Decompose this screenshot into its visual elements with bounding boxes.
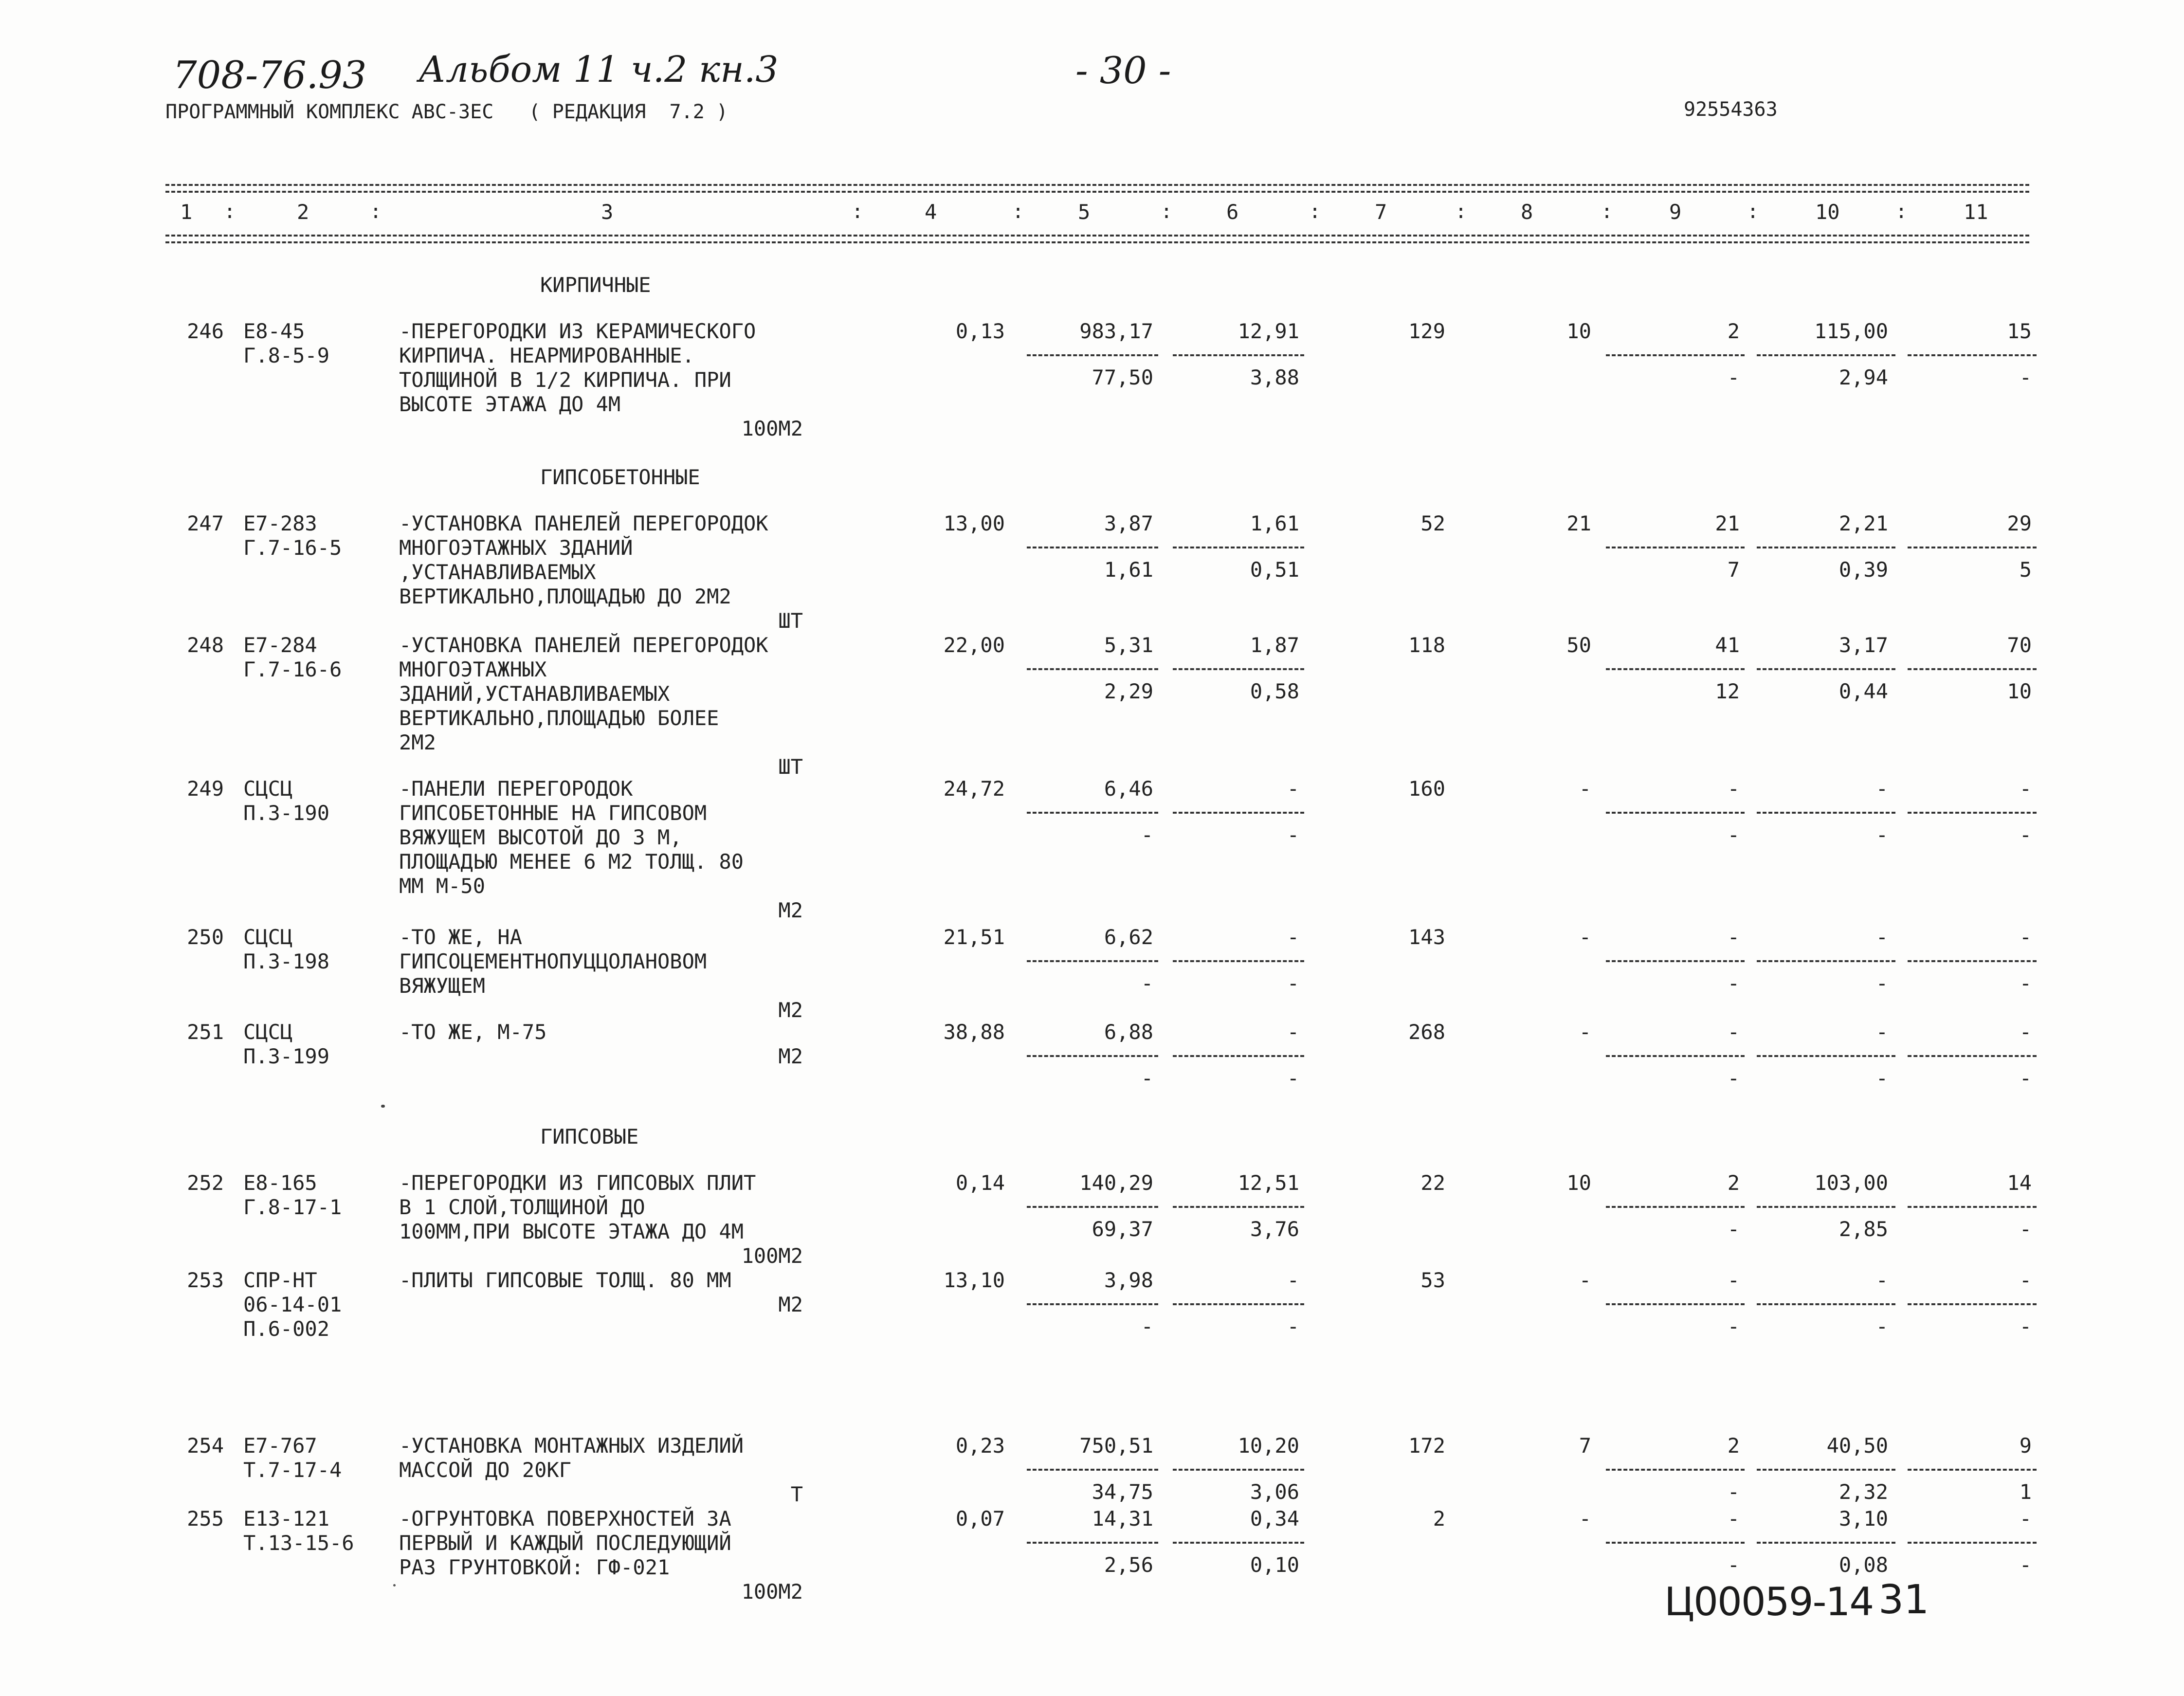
unit-cost-wages: - [1141, 823, 1153, 847]
unit-of-measure: М2 [778, 998, 803, 1022]
machine-wages: - [1287, 823, 1299, 847]
column-number-11: 11 [1964, 200, 1988, 224]
column-11-sub: - [2019, 1553, 2032, 1577]
fraction-rule [1173, 812, 1304, 814]
column-10-value: - [1875, 777, 1888, 801]
fraction-rule [1757, 668, 1895, 670]
column-9-value: 2 [1727, 319, 1740, 343]
column-9-value: 41 [1715, 633, 1740, 657]
work-description-line: 100ММ,ПРИ ВЫСОТЕ ЭТАЖА ДО 4М [399, 1220, 744, 1243]
unit-cost-wages: - [1141, 1066, 1153, 1090]
labor-cost: - [1579, 925, 1591, 949]
column-separator: : [852, 201, 864, 223]
fraction-rule [1173, 1206, 1304, 1208]
header-rule-bottom-2 [165, 241, 2029, 243]
machine-cost: 0,34 [1250, 1507, 1299, 1531]
column-separator: : [1309, 201, 1321, 223]
column-9-value: 2 [1727, 1171, 1740, 1195]
column-11-value: 15 [2007, 319, 2032, 343]
fraction-rule [1908, 1469, 2037, 1471]
unit-of-measure: ШТ [778, 609, 803, 633]
column-number-1: 1 [180, 200, 193, 224]
norm-reference: Г.7-16-5 [243, 536, 342, 560]
column-9-sub: - [1727, 1217, 1740, 1241]
column-10-sub: 0,08 [1838, 1553, 1888, 1577]
unit-of-measure: М2 [778, 1293, 803, 1316]
norm-code: Е8-45 [243, 319, 305, 343]
norm-reference: Т.13-15-6 [243, 1531, 354, 1555]
album-title: Альбом 11 ч.2 кн.3 [419, 49, 779, 91]
column-9-value: - [1727, 1268, 1740, 1292]
fraction-rule [1908, 668, 2037, 670]
norm-code: СЦСЦ [243, 925, 293, 949]
fraction-rule [1027, 960, 1158, 962]
norm-code: СПР-НТ [243, 1268, 317, 1292]
work-description-line: -ОГРУНТОВКА ПОВЕРХНОСТЕЙ ЗА [399, 1507, 731, 1531]
section-title: КИРПИЧНЫЕ [540, 273, 651, 297]
column-10-sub: - [1875, 1314, 1888, 1338]
fraction-rule [1027, 812, 1158, 814]
work-description-line: В 1 СЛОЙ,ТОЛЩИНОЙ ДО [399, 1195, 645, 1219]
fraction-rule [1757, 547, 1895, 548]
work-description-line: -ТО ЖЕ, М-75 [399, 1020, 547, 1044]
quantity-value: 38,88 [943, 1020, 1005, 1044]
column-11-sub: - [2019, 823, 2032, 847]
unit-cost-total: 750,51 [1079, 1434, 1153, 1458]
machine-wages: 3,88 [1250, 365, 1299, 389]
machine-wages: - [1287, 1066, 1299, 1090]
fraction-rule [1606, 1206, 1745, 1208]
unit-cost-total: 5,31 [1104, 633, 1153, 657]
fraction-rule [1757, 960, 1895, 962]
quantity-value: 22,00 [943, 633, 1005, 657]
fraction-rule [1606, 812, 1745, 814]
work-description-line: -ПЕРЕГОРОДКИ ИЗ КЕРАМИЧЕСКОГО [399, 319, 756, 343]
work-description-line: МАССОЙ ДО 20КГ [399, 1458, 572, 1482]
unit-cost-total: 3,98 [1104, 1268, 1153, 1292]
column-10-sub: 2,32 [1838, 1480, 1888, 1504]
column-separator: : [370, 201, 382, 223]
fraction-rule [1173, 354, 1304, 356]
column-10-value: - [1875, 1268, 1888, 1292]
fraction-rule [1606, 1303, 1745, 1305]
norm-reference: П.3-190 [243, 801, 330, 825]
row-number: 255 [187, 1507, 224, 1531]
work-description-line: -ПЛИТЫ ГИПСОВЫЕ ТОЛЩ. 80 ММ [399, 1268, 731, 1292]
footer-stamp: Ц00059-14 [1664, 1579, 1874, 1624]
column-10-sub: - [1875, 1066, 1888, 1090]
norm-code: Е8-165 [243, 1171, 317, 1195]
column-separator: : [1012, 201, 1024, 223]
document-number: 92554363 [1684, 98, 1778, 121]
machine-wages: 0,51 [1250, 558, 1299, 582]
row-number: 247 [187, 511, 224, 535]
row-number: 253 [187, 1268, 224, 1292]
labor-cost: 7 [1579, 1434, 1591, 1458]
labor-cost: - [1579, 1268, 1591, 1292]
machine-wages: 3,76 [1250, 1217, 1299, 1241]
work-description-line: ВЯЖУЩЕМ [399, 974, 486, 998]
unit-cost-wages: 2,29 [1104, 679, 1153, 703]
fraction-rule [1027, 1469, 1158, 1471]
column-9-sub: - [1727, 365, 1740, 389]
column-number-3: 3 [601, 200, 614, 224]
column-10-sub: 0,39 [1838, 558, 1888, 582]
labor-cost: 21 [1566, 511, 1591, 535]
column-11-value: 29 [2007, 511, 2032, 535]
labor-cost: - [1579, 1020, 1591, 1044]
machine-cost: 12,91 [1238, 319, 1299, 343]
fraction-rule [1027, 668, 1158, 670]
work-description-line: 2М2 [399, 730, 436, 754]
column-9-sub: - [1727, 1480, 1740, 1504]
column-10-value: 40,50 [1826, 1434, 1888, 1458]
machine-cost: - [1287, 1268, 1299, 1292]
unit-of-measure: М2 [778, 898, 803, 922]
work-description-line: -УСТАНОВКА ПАНЕЛЕЙ ПЕРЕГОРОДОК [399, 633, 768, 657]
work-description-line: МНОГОЭТАЖНЫХ [399, 657, 547, 681]
machine-cost: 10,20 [1238, 1434, 1299, 1458]
work-description-line: ГИПСОБЕТОННЫЕ НА ГИПСОВОМ [399, 801, 707, 825]
fraction-rule [1757, 1055, 1895, 1057]
work-description-line: ВЕРТИКАЛЬНО,ПЛОЩАДЬЮ БОЛЕЕ [399, 706, 719, 730]
column-separator: : [1455, 201, 1467, 223]
unit-cost-wages: 77,50 [1092, 365, 1153, 389]
column-9-sub: 12 [1715, 679, 1740, 703]
fraction-rule [1606, 960, 1745, 962]
column-number-8: 8 [1521, 200, 1533, 224]
unit-cost-wages: 34,75 [1092, 1480, 1153, 1504]
column-9-sub: - [1727, 971, 1740, 995]
quantity-value: 13,00 [943, 511, 1005, 535]
column-10-value: 115,00 [1814, 319, 1888, 343]
work-description-line: ВЯЖУЩЕМ ВЫСОТОЙ ДО 3 М, [399, 825, 682, 849]
machine-cost: 12,51 [1238, 1171, 1299, 1195]
column-9-value: - [1727, 1507, 1740, 1531]
column-11-value: - [2019, 925, 2032, 949]
column-number-7: 7 [1375, 200, 1387, 224]
row-number: 248 [187, 633, 224, 657]
unit-of-measure: Т [790, 1482, 803, 1506]
column-11-value: 14 [2007, 1171, 2032, 1195]
unit-cost-wages: 1,61 [1104, 558, 1153, 582]
quantity-value: 21,51 [943, 925, 1005, 949]
scan-speck [381, 1105, 385, 1108]
quantity-value: 0,07 [955, 1507, 1005, 1531]
work-description-line: -УСТАНОВКА ПАНЕЛЕЙ ПЕРЕГОРОДОК [399, 511, 768, 535]
total-cost: 118 [1408, 633, 1445, 657]
column-10-sub: - [1875, 823, 1888, 847]
column-9-sub: 7 [1727, 558, 1740, 582]
norm-code: Е13-121 [243, 1507, 330, 1531]
fraction-rule [1027, 1303, 1158, 1305]
row-number: 251 [187, 1020, 224, 1044]
unit-of-measure: ШТ [778, 755, 803, 779]
column-9-value: - [1727, 777, 1740, 801]
column-11-sub: - [2019, 365, 2032, 389]
work-description-line: ВЕРТИКАЛЬНО,ПЛОЩАДЬЮ ДО 2М2 [399, 584, 731, 608]
program-line: ПРОГРАММНЫЙ КОМПЛЕКС АВС-ЗЕС ( РЕДАКЦИЯ 7.2 ) [165, 101, 728, 123]
norm-reference: Г.7-16-6 [243, 657, 342, 681]
page-marker: - 30 - [1075, 49, 1171, 92]
work-description-line: ПЛОЩАДЬЮ МЕНЕЕ 6 М2 ТОЛЩ. 80 [399, 850, 744, 874]
column-11-sub: - [2019, 1217, 2032, 1241]
column-number-4: 4 [925, 200, 937, 224]
column-number-2: 2 [297, 200, 309, 224]
work-description-line: ЗДАНИЙ,УСТАНАВЛИВАЕМЫХ [399, 682, 670, 706]
fraction-rule [1027, 1206, 1158, 1208]
machine-wages: 0,10 [1250, 1553, 1299, 1577]
work-description-line: ГИПСОЦЕМЕНТНОПУЦЦОЛАНОВОМ [399, 949, 707, 973]
quantity-value: 0,14 [955, 1171, 1005, 1195]
work-description-line: ММ М-50 [399, 874, 486, 898]
column-10-value: 3,10 [1838, 1507, 1888, 1531]
fraction-rule [1606, 1469, 1745, 1471]
fraction-rule [1173, 668, 1304, 670]
unit-cost-wages: 2,56 [1104, 1553, 1153, 1577]
labor-cost: 10 [1566, 1171, 1591, 1195]
column-11-value: 70 [2007, 633, 2032, 657]
labor-cost: - [1579, 777, 1591, 801]
section-title: ГИПСОБЕТОННЫЕ [540, 465, 700, 489]
column-9-value: 21 [1715, 511, 1740, 535]
column-11-sub: - [2019, 1066, 2032, 1090]
unit-cost-total: 6,88 [1104, 1020, 1153, 1044]
total-cost: 129 [1408, 319, 1445, 343]
fraction-rule [1908, 354, 2037, 356]
column-9-sub: - [1727, 823, 1740, 847]
column-9-value: 2 [1727, 1434, 1740, 1458]
column-10-sub: 0,44 [1838, 679, 1888, 703]
fraction-rule [1606, 354, 1745, 356]
column-separator: : [224, 201, 236, 223]
work-description-line: ,УСТАНАВЛИВАЕМЫХ [399, 560, 596, 584]
footer-sheet-number: 31 [1878, 1577, 1929, 1623]
total-cost: 22 [1420, 1171, 1445, 1195]
fraction-rule [1908, 1206, 2037, 1208]
column-10-value: - [1875, 925, 1888, 949]
fraction-rule [1606, 1542, 1745, 1544]
row-number: 249 [187, 777, 224, 801]
quantity-value: 0,13 [955, 319, 1005, 343]
total-cost: 268 [1408, 1020, 1445, 1044]
total-cost: 160 [1408, 777, 1445, 801]
column-11-value: 9 [2019, 1434, 2032, 1458]
labor-cost: 50 [1566, 633, 1591, 657]
column-10-value: 2,21 [1838, 511, 1888, 535]
column-9-sub: - [1727, 1314, 1740, 1338]
column-number-6: 6 [1226, 200, 1239, 224]
quantity-value: 24,72 [943, 777, 1005, 801]
unit-of-measure: 100М2 [741, 1244, 803, 1268]
fraction-rule [1027, 1542, 1158, 1544]
document-code: 708-76.93 [173, 54, 367, 97]
column-9-value: - [1727, 925, 1740, 949]
fraction-rule [1908, 1542, 2037, 1544]
unit-cost-total: 140,29 [1079, 1171, 1153, 1195]
column-9-sub: - [1727, 1553, 1740, 1577]
machine-wages: - [1287, 971, 1299, 995]
machine-wages: - [1287, 1314, 1299, 1338]
column-11-sub: - [2019, 971, 2032, 995]
machine-cost: 1,61 [1250, 511, 1299, 535]
scan-speck [393, 1584, 396, 1587]
column-11-sub: 5 [2019, 558, 2032, 582]
total-cost: 53 [1420, 1268, 1445, 1292]
fraction-rule [1027, 547, 1158, 548]
fraction-rule [1908, 960, 2037, 962]
fraction-rule [1908, 547, 2037, 548]
unit-cost-wages: - [1141, 971, 1153, 995]
column-number-5: 5 [1078, 200, 1091, 224]
column-11-sub: 1 [2019, 1480, 2032, 1504]
fraction-rule [1173, 1303, 1304, 1305]
fraction-rule [1757, 1303, 1895, 1305]
work-description-line: -ПАНЕЛИ ПЕРЕГОРОДОК [399, 777, 633, 801]
column-9-value: - [1727, 1020, 1740, 1044]
column-separator: : [1161, 201, 1173, 223]
norm-reference: Г.8-17-1 [243, 1195, 342, 1219]
column-separator: : [1895, 201, 1908, 223]
quantity-value: 0,23 [955, 1434, 1005, 1458]
row-number: 254 [187, 1434, 224, 1458]
unit-of-measure: 100М2 [741, 417, 803, 440]
labor-cost: - [1579, 1507, 1591, 1531]
column-number-9: 9 [1669, 200, 1682, 224]
machine-cost: - [1287, 777, 1299, 801]
column-9-sub: - [1727, 1066, 1740, 1090]
norm-reference-extra: П.6-002 [243, 1317, 330, 1341]
unit-cost-wages: - [1141, 1314, 1153, 1338]
unit-cost-total: 6,62 [1104, 925, 1153, 949]
column-11-value: - [2019, 1268, 2032, 1292]
section-title: ГИПСОВЫЕ [540, 1125, 639, 1149]
fraction-rule [1757, 1206, 1895, 1208]
fraction-rule [1757, 812, 1895, 814]
header-rule-top-1 [165, 184, 2029, 186]
fraction-rule [1606, 668, 1745, 670]
work-description-line: -ПЕРЕГОРОДКИ ИЗ ГИПСОВЫХ ПЛИТ [399, 1171, 756, 1195]
fraction-rule [1027, 354, 1158, 356]
column-10-sub: 2,94 [1838, 365, 1888, 389]
column-separator: : [1601, 201, 1613, 223]
header-rule-bottom-1 [165, 235, 2029, 237]
unit-cost-wages: 69,37 [1092, 1217, 1153, 1241]
column-10-sub: - [1875, 971, 1888, 995]
unit-of-measure: М2 [778, 1044, 803, 1068]
quantity-value: 13,10 [943, 1268, 1005, 1292]
column-10-value: 103,00 [1814, 1171, 1888, 1195]
column-11-value: - [2019, 777, 2032, 801]
labor-cost: 10 [1566, 319, 1591, 343]
column-11-sub: - [2019, 1314, 2032, 1338]
column-10-value: 3,17 [1838, 633, 1888, 657]
fraction-rule [1173, 1055, 1304, 1057]
unit-of-measure: 100М2 [741, 1580, 803, 1604]
row-number: 252 [187, 1171, 224, 1195]
header-rule-top-2 [165, 191, 2029, 193]
fraction-rule [1908, 812, 2037, 814]
total-cost: 52 [1420, 511, 1445, 535]
norm-code: СЦСЦ [243, 777, 293, 801]
row-number: 246 [187, 319, 224, 343]
work-description-line: ВЫСОТЕ ЭТАЖА ДО 4М [399, 392, 621, 416]
machine-cost: - [1287, 925, 1299, 949]
work-description-line: ПЕРВЫЙ И КАЖДЫЙ ПОСЛЕДУЮЩИЙ [399, 1531, 731, 1555]
machine-wages: 3,06 [1250, 1480, 1299, 1504]
norm-reference: 06-14-01 [243, 1293, 342, 1316]
column-11-sub: 10 [2007, 679, 2032, 703]
unit-cost-total: 6,46 [1104, 777, 1153, 801]
machine-cost: 1,87 [1250, 633, 1299, 657]
work-description-line: -УСТАНОВКА МОНТАЖНЫХ ИЗДЕЛИЙ [399, 1434, 744, 1458]
unit-cost-total: 14,31 [1092, 1507, 1153, 1531]
norm-reference: П.3-199 [243, 1044, 330, 1068]
norm-reference: П.3-198 [243, 949, 330, 973]
work-description-line: МНОГОЭТАЖНЫХ ЗДАНИЙ [399, 536, 633, 560]
fraction-rule [1757, 1469, 1895, 1471]
fraction-rule [1027, 1055, 1158, 1057]
column-11-value: - [2019, 1507, 2032, 1531]
norm-code: Е7-767 [243, 1434, 317, 1458]
unit-cost-total: 3,87 [1104, 511, 1153, 535]
unit-cost-total: 983,17 [1079, 319, 1153, 343]
fraction-rule [1173, 960, 1304, 962]
fraction-rule [1173, 547, 1304, 548]
fraction-rule [1606, 547, 1745, 548]
fraction-rule [1757, 1542, 1895, 1544]
work-description-line: -ТО ЖЕ, НА [399, 925, 522, 949]
column-number-10: 10 [1815, 200, 1840, 224]
total-cost: 172 [1408, 1434, 1445, 1458]
work-description-line: КИРПИЧА. НЕАРМИРОВАННЫЕ. [399, 344, 694, 367]
norm-code: СЦСЦ [243, 1020, 293, 1044]
norm-reference: Г.8-5-9 [243, 344, 330, 367]
fraction-rule [1908, 1055, 2037, 1057]
work-description-line: ТОЛЩИНОЙ В 1/2 КИРПИЧА. ПРИ [399, 368, 731, 392]
norm-code: Е7-284 [243, 633, 317, 657]
norm-reference: Т.7-17-4 [243, 1458, 342, 1482]
norm-code: Е7-283 [243, 511, 317, 535]
column-10-sub: 2,85 [1838, 1217, 1888, 1241]
total-cost: 143 [1408, 925, 1445, 949]
total-cost: 2 [1433, 1507, 1445, 1531]
fraction-rule [1757, 354, 1895, 356]
work-description-line: РАЗ ГРУНТОВКОЙ: ГФ-021 [399, 1555, 670, 1579]
row-number: 250 [187, 925, 224, 949]
fraction-rule [1606, 1055, 1745, 1057]
column-10-value: - [1875, 1020, 1888, 1044]
fraction-rule [1173, 1542, 1304, 1544]
column-11-value: - [2019, 1020, 2032, 1044]
machine-wages: 0,58 [1250, 679, 1299, 703]
fraction-rule [1173, 1469, 1304, 1471]
fraction-rule [1908, 1303, 2037, 1305]
column-separator: : [1747, 201, 1759, 223]
machine-cost: - [1287, 1020, 1299, 1044]
